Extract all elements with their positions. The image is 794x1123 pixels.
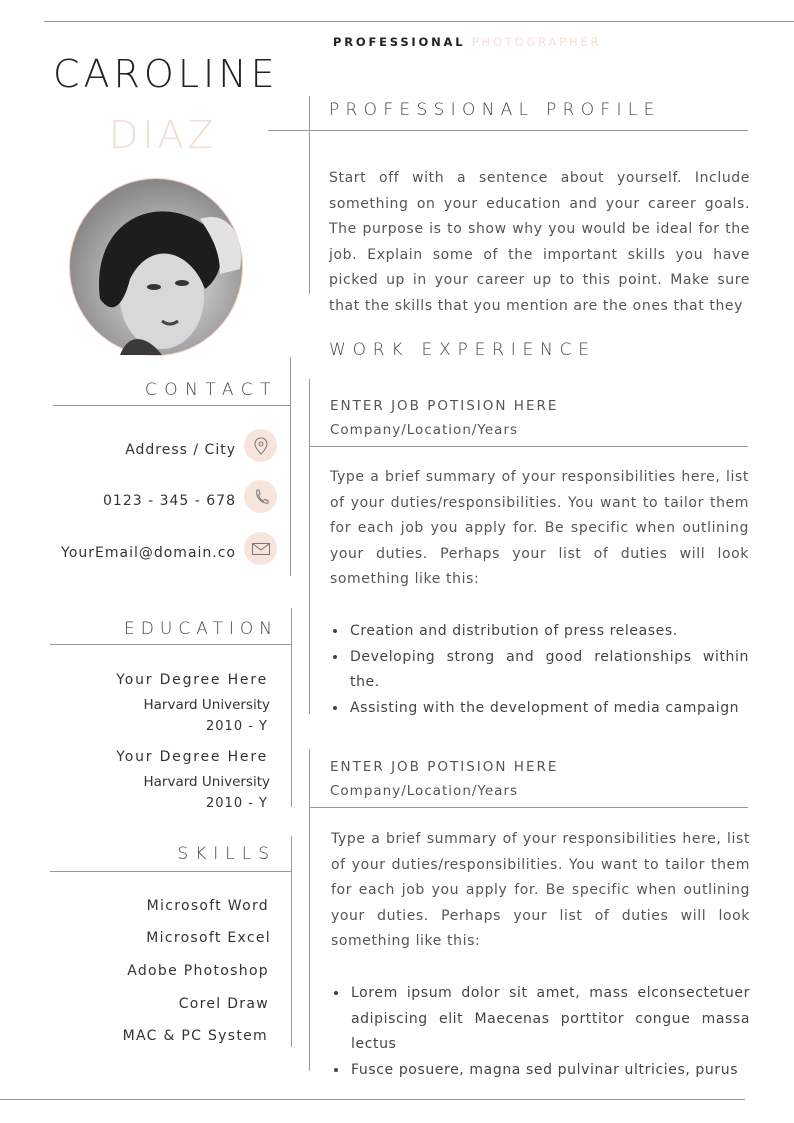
left-divider xyxy=(290,357,291,576)
job-bullets-box xyxy=(331,981,750,1078)
bottom-rule xyxy=(0,1099,745,1100)
years: 2010 - Y xyxy=(206,719,268,734)
work-divider-1 xyxy=(309,379,310,714)
list-item: • Assisting with the development of media campaign xyxy=(348,696,749,722)
last-name: DIAZ xyxy=(109,113,218,157)
top-rule xyxy=(44,21,794,22)
list-item: • Fusce posuere, magna sed pulvinar ultricies, purus xyxy=(349,1058,750,1084)
contact-address: Address / City xyxy=(125,442,236,458)
job-bullets xyxy=(331,981,750,1083)
profile-text-box xyxy=(329,166,750,314)
job-title: ENTER JOB POTISION HERE xyxy=(330,759,559,775)
profile-text: Start off with a sentence about yourself. Include something on your education and your career goals. The purpose is to show why you would be ideal for the job. Explain some of the important skills you have picked up in your career up to this point. Make sure that the skills that you mention are the ones that they xyxy=(329,170,750,314)
skills-rule xyxy=(50,871,291,872)
skill-item: MAC & PC System xyxy=(122,1028,268,1044)
portrait-icon xyxy=(70,179,242,355)
job-company-box xyxy=(330,783,630,799)
years: 2010 - Y xyxy=(206,796,268,811)
skill-item: Microsoft Word xyxy=(146,898,269,914)
phone-icon xyxy=(253,488,269,506)
education-entry-1 xyxy=(50,672,272,734)
left-divider-edu xyxy=(291,608,292,807)
job-title xyxy=(333,35,601,49)
school: Harvard University xyxy=(143,774,270,790)
job-summary-box xyxy=(331,827,750,957)
location-pin-icon xyxy=(253,437,269,455)
education-heading: EDUCATION xyxy=(124,619,278,639)
job-rule xyxy=(309,446,748,447)
job-summary-box xyxy=(330,465,749,595)
contact-heading: CONTACT xyxy=(144,380,278,400)
job-bullets-box xyxy=(330,619,749,715)
job-company-box xyxy=(330,422,630,438)
profile-divider xyxy=(309,96,310,294)
job-bullets xyxy=(330,619,749,721)
profile-heading: PROFESSIONAL PROFILE xyxy=(329,100,661,120)
skill-item: Microsoft Excel xyxy=(146,930,271,946)
skill-item: Corel Draw xyxy=(178,996,269,1012)
skill-item: Adobe Photoshop xyxy=(127,963,269,979)
job-title: ENTER JOB POTISION HERE xyxy=(330,398,559,414)
work-heading: WORK EXPERIENCE xyxy=(329,340,596,360)
contact-phone: 0123 - 345 - 678 xyxy=(103,493,236,509)
job-title-accent: PHOTOGRAPHER xyxy=(471,35,602,49)
job-summary: Type a brief summary of your responsibilities here, list of your duties/responsibilities. You want to tailor them for each job you apply for. Be specific when outlining your duties. Perhaps your list of duties will look something like this: xyxy=(330,469,749,588)
contact-email: YourEmail@domain.co xyxy=(61,545,236,561)
contact-rule xyxy=(53,405,290,406)
left-divider-skills xyxy=(291,836,292,1047)
job-rule xyxy=(309,807,748,808)
education-rule xyxy=(50,644,291,645)
skills-heading: SKILLS xyxy=(177,844,276,864)
location-pin-circle xyxy=(244,429,277,462)
phone-circle xyxy=(244,480,277,513)
job-company: Company/Location/Years xyxy=(330,783,519,799)
list-item: • Lorem ipsum dolor sit amet, mass elconsectetuer adipiscing elit Maecenas porttitor congue massa lectus xyxy=(349,981,750,1058)
envelope-circle xyxy=(244,532,277,565)
first-name: CAROLINE xyxy=(53,52,279,96)
work-divider-2 xyxy=(309,749,310,1071)
job-title-main: PROFESSIONAL xyxy=(333,35,466,49)
degree: Your Degree Here xyxy=(116,672,268,688)
job-summary: Type a brief summary of your responsibilities here, list of your duties/responsibilities. You want to tailor them for each job you apply for. Be specific when outlining your duties. Perhaps your list of duties will look something like this: xyxy=(331,831,750,950)
education-entry-2 xyxy=(50,749,272,811)
job-company: Company/Location/Years xyxy=(330,422,519,438)
list-item: • Creation and distribution of press releases. xyxy=(348,619,749,645)
envelope-icon xyxy=(251,541,271,557)
school: Harvard University xyxy=(143,697,270,713)
profile-rule xyxy=(268,130,748,131)
portrait-photo xyxy=(69,178,243,356)
list-item: • Developing strong and good relationships within the. xyxy=(348,645,749,696)
degree: Your Degree Here xyxy=(116,749,268,765)
